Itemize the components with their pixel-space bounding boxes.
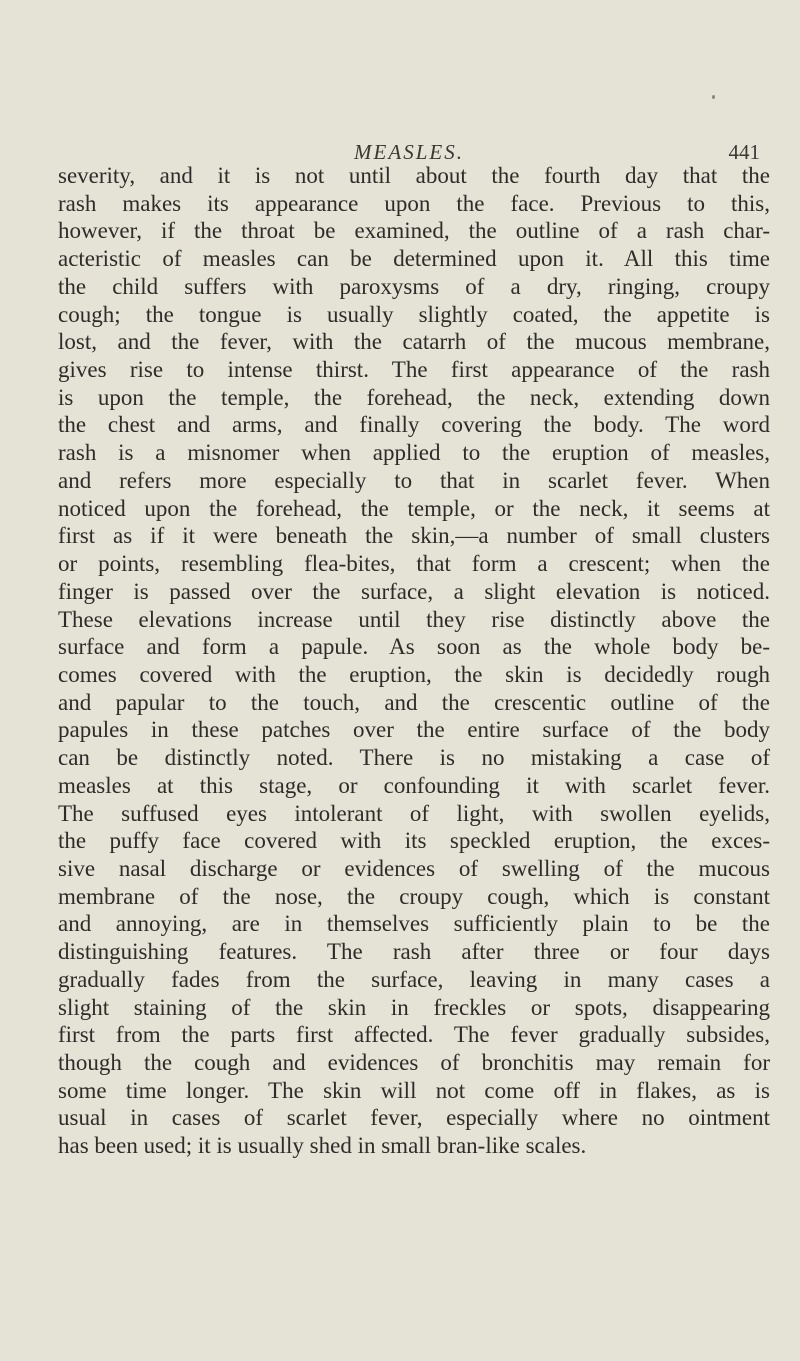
text-line: some time longer. The skin will not come off in flakes, as is	[58, 1077, 770, 1103]
text-line: finger is passed over the surface, a slight elevation is noticed.	[58, 578, 770, 604]
text-line: or points, resembling flea-bites, that form a crescent; when the	[58, 551, 770, 577]
text-line: cough; the tongue is usually slightly coated, the appetite is	[58, 301, 770, 327]
text-line: acteristic of measles can be determined upon it. All this time	[58, 246, 770, 272]
text-line: papules in these patches over the entire surface of the body	[58, 717, 770, 743]
text-line: gives rise to intense thirst. The first appearance of the rash	[58, 357, 770, 383]
text-line: membrane of the nose, the croupy cough, which is constant	[58, 883, 770, 909]
text-line: however, if the throat be examined, the outline of a rash char-	[58, 218, 770, 244]
text-line: usual in cases of scarlet fever, especially where no ointment	[58, 1105, 770, 1131]
text-line: first as if it were beneath the skin,—a number of small clusters	[58, 523, 770, 549]
text-line: and annoying, are in themselves sufficiently plain to be the	[58, 911, 770, 937]
page-number: 441	[728, 140, 760, 164]
text-line: and refers more especially to that in scarlet fever. When	[58, 467, 770, 493]
text-line: and papular to the touch, and the crescentic outline of the	[58, 689, 770, 715]
text-line: the puffy face covered with its speckled eruption, the exces-	[58, 828, 770, 854]
text-line: the chest and arms, and finally covering the body. The word	[58, 412, 770, 438]
text-line: lost, and the fever, with the catarrh of the mucous membrane,	[58, 329, 770, 355]
text-line: measles at this stage, or confounding it with scarlet fever.	[58, 772, 770, 798]
text-line: though the cough and evidences of bronchitis may remain for	[58, 1050, 770, 1075]
text-line: slight staining of the skin in freckles or spots, disappearing	[58, 994, 770, 1020]
text-line: The suffused eyes intolerant of light, with swollen eyelids,	[58, 800, 770, 826]
text-line: rash makes its appearance upon the face. Previous to this,	[58, 190, 770, 216]
text-line: noticed upon the forehead, the temple, or the neck, it seems at	[58, 495, 770, 521]
text-line: surface and form a papule. As soon as the whole body be-	[58, 634, 770, 660]
body-text	[58, 162, 770, 1160]
text-line: rash is a misnomer when applied to the eruption of measles,	[58, 440, 770, 466]
text-line: first from the parts first affected. The fever gradually subsides,	[58, 1022, 770, 1048]
text-line: is upon the temple, the forehead, the neck, extending down	[58, 384, 770, 410]
text-line: severity, and it is not until about the fourth day that the	[58, 163, 770, 188]
text-line: the child suffers with paroxysms of a dry, ringing, croupy	[58, 273, 770, 299]
text-line: These elevations increase until they rise distinctly above the	[58, 606, 770, 632]
header-title: MEASLES.	[354, 140, 464, 164]
text-line: distinguishing features. The rash after three or four days	[58, 939, 770, 965]
text-line: gradually fades from the surface, leaving in many cases a	[58, 966, 770, 992]
text-line: can be distinctly noted. There is no mistaking a case of	[58, 745, 770, 771]
text-line: has been used; it is usually shed in small bran-like scales.	[58, 1133, 587, 1159]
text-line: sive nasal discharge or evidences of swelling of the mucous	[58, 855, 770, 881]
paper-speck	[712, 95, 715, 99]
text-line: comes covered with the eruption, the skin is decidedly rough	[58, 661, 770, 687]
